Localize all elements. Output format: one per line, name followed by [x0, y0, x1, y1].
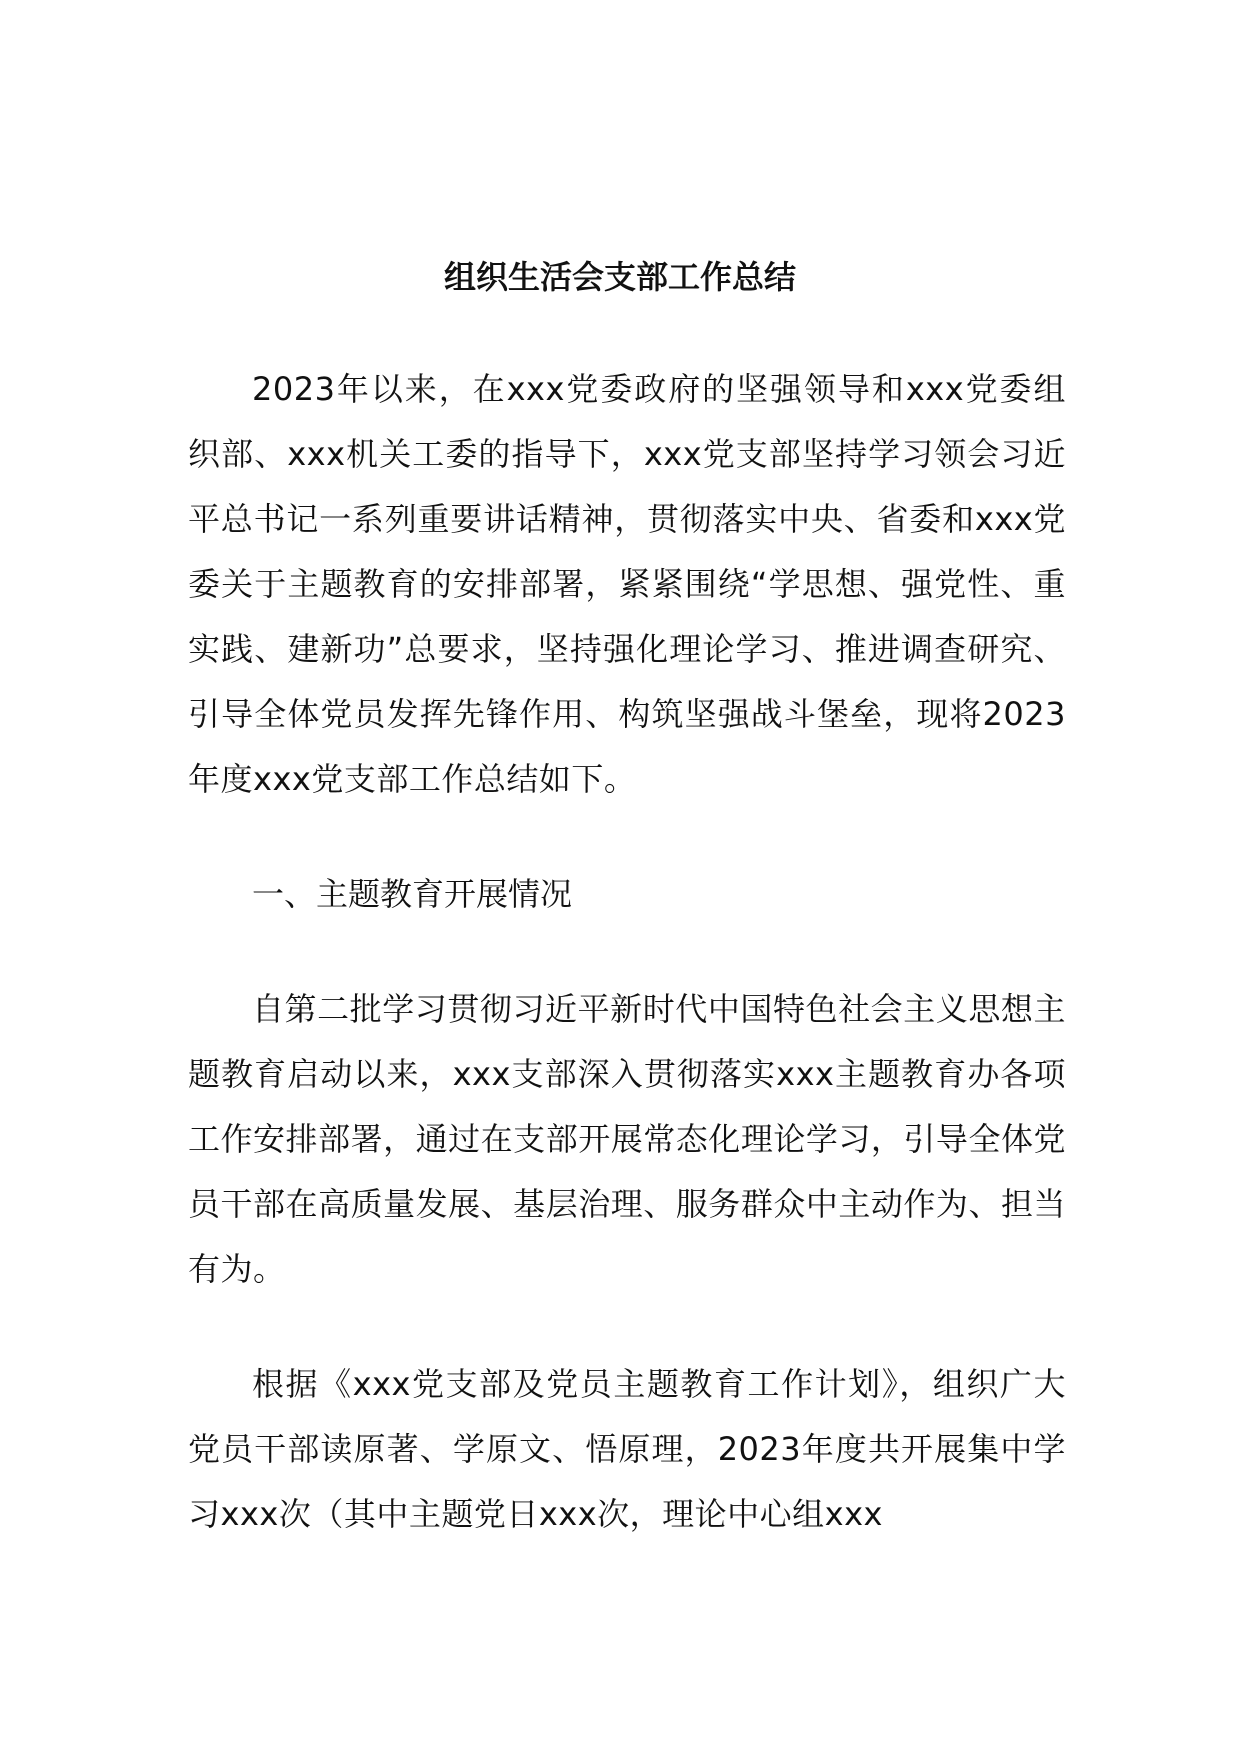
body-paragraph: 自第二批学习贯彻习近平新时代中国特色社会主义思想主题教育启动以来，xxx支部深入贯彻落实xxx主题教育办各项工作安排部署，通过在支部开展常态化理论学习，引导全体党员干部在高质量发展、基层治理、服务群众中主动作为、担当有为。: [188, 990, 1066, 1288]
document-title: 组织生活会支部工作总结: [443, 258, 796, 296]
document-body: [188, 357, 1066, 1597]
body-paragraph: 根据《xxx党支部及党员主题教育工作计划》，组织广大党员干部读原著、学原文、悟原理，2023年度共开展集中学习xxx次（其中主题党日xxx次，理论中心组xxx: [188, 1365, 1066, 1533]
section-heading: 一、主题教育开展情况: [252, 875, 573, 913]
intro-paragraph: 2023年以来，在xxx党委政府的坚强领导和xxx党委组织部、xxx机关工委的指导下，xxx党支部坚持学习领会习近平总书记一系列重要讲话精神，贯彻落实中央、省委和xxx党委关于主题教育的安排部署，紧紧围绕“学思想、强党性、重实践、建新功”总要求，坚持强化理论学习、推进调查研究、引导全体党员发挥先锋作用、构筑坚强战斗堡垒，现将2023年度xxx党支部工作总结如下。: [188, 370, 1066, 798]
